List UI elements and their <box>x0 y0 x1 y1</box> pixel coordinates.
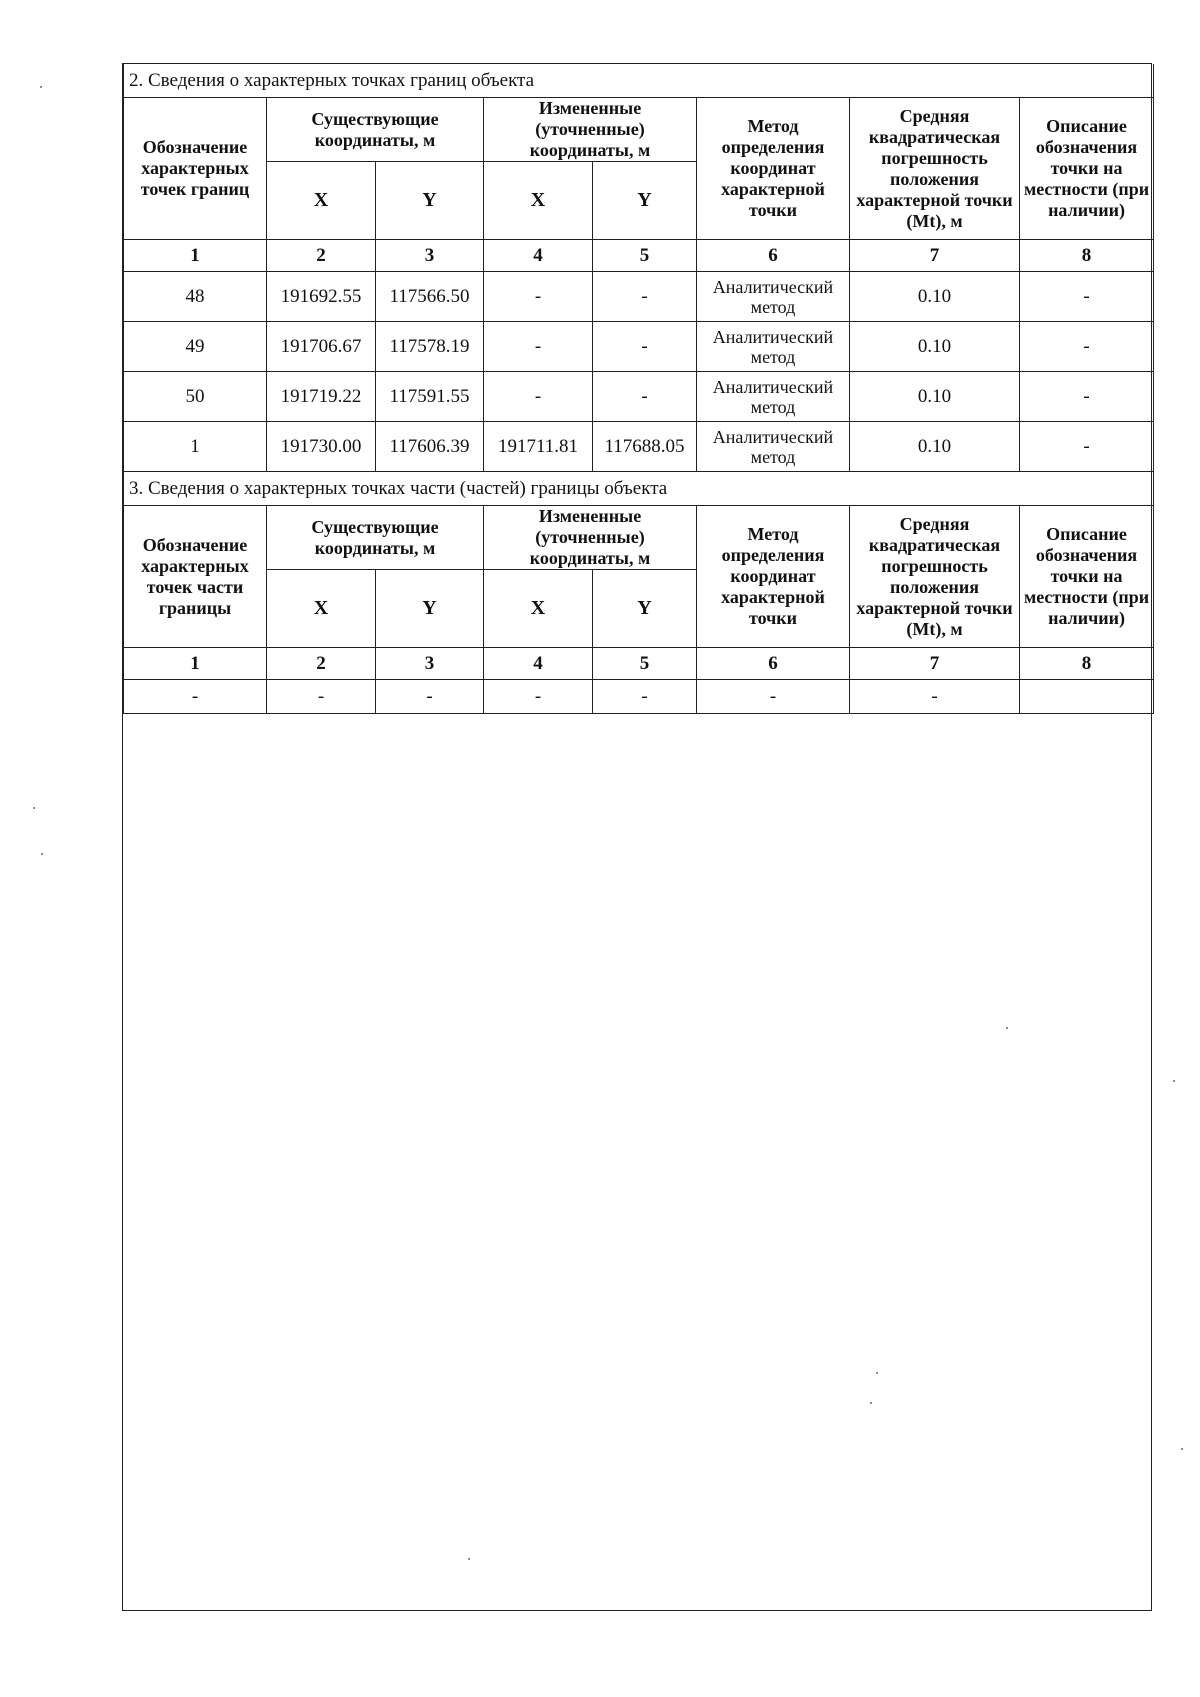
cell-method: Аналитический метод <box>697 272 850 322</box>
header-new-x: X <box>484 570 593 648</box>
table-row <box>124 272 1154 322</box>
header-point: Обозначение характерных точек части границы <box>124 506 267 648</box>
scan-speck <box>41 853 43 855</box>
empty-cell: - <box>376 680 484 714</box>
scan-speck <box>876 1372 878 1374</box>
header-method: Метод определения координат характерной точки <box>697 506 850 648</box>
cell-new-y: - <box>593 372 697 422</box>
column-number: 8 <box>1020 648 1154 680</box>
cell-new-y: - <box>593 322 697 372</box>
cell-new-x: - <box>484 322 593 372</box>
header-x: X <box>267 162 376 240</box>
header-changed-coords: Измененные (уточненные) координаты, м <box>484 98 697 162</box>
header-existing-coords: Существующие координаты, м <box>267 98 484 162</box>
header-method: Метод определения координат характерной точки <box>697 98 850 240</box>
header-existing-coords: Существующие координаты, м <box>267 506 484 570</box>
column-number: 4 <box>484 648 593 680</box>
cell-description: - <box>1020 322 1154 372</box>
cell-point: 1 <box>124 422 267 472</box>
cell-method: Аналитический метод <box>697 422 850 472</box>
column-number: 6 <box>697 648 850 680</box>
table-row <box>124 680 1154 714</box>
cell-point: 49 <box>124 322 267 372</box>
column-number: 5 <box>593 648 697 680</box>
document-frame <box>122 63 1152 1611</box>
column-number: 3 <box>376 648 484 680</box>
empty-cell: - <box>267 680 376 714</box>
cell-error: 0.10 <box>850 422 1020 472</box>
header-error: Средняя квадратическая погрешность положения характерной точки (Mt), м <box>850 98 1020 240</box>
section-3-title: 3. Сведения о характерных точках части (частей) границы объекта <box>124 472 1154 506</box>
cell-y: 117566.50 <box>376 272 484 322</box>
cell-method: Аналитический метод <box>697 322 850 372</box>
cell-new-y: - <box>593 272 697 322</box>
header-x: X <box>267 570 376 648</box>
header-point: Обозначение характерных точек границ <box>124 98 267 240</box>
header-y: Y <box>376 570 484 648</box>
cell-new-x: - <box>484 272 593 322</box>
cell-error: 0.10 <box>850 272 1020 322</box>
cell-error: 0.10 <box>850 322 1020 372</box>
cell-x: 191706.67 <box>267 322 376 372</box>
header-new-x: X <box>484 162 593 240</box>
table-row <box>124 322 1154 372</box>
empty-cell: - <box>593 680 697 714</box>
column-number: 4 <box>484 240 593 272</box>
scan-speck <box>1181 1448 1183 1450</box>
column-number: 2 <box>267 648 376 680</box>
table-row <box>124 372 1154 422</box>
cell-description: - <box>1020 272 1154 322</box>
cell-new-x: - <box>484 372 593 422</box>
empty-cell: - <box>850 680 1020 714</box>
scan-speck <box>40 86 42 88</box>
cell-point: 48 <box>124 272 267 322</box>
column-number: 3 <box>376 240 484 272</box>
empty-cell: - <box>124 680 267 714</box>
cell-description: - <box>1020 422 1154 472</box>
table-row <box>124 422 1154 472</box>
column-number: 1 <box>124 648 267 680</box>
section-2-table <box>123 64 1154 472</box>
cell-error: 0.10 <box>850 372 1020 422</box>
empty-cell: - <box>697 680 850 714</box>
cell-y: 117606.39 <box>376 422 484 472</box>
column-number: 5 <box>593 240 697 272</box>
cell-new-y: 117688.05 <box>593 422 697 472</box>
cell-description: - <box>1020 372 1154 422</box>
scan-speck <box>870 1402 872 1404</box>
section-2-title: 2. Сведения о характерных точках границ объекта <box>124 64 1154 98</box>
column-number: 8 <box>1020 240 1154 272</box>
cell-method: Аналитический метод <box>697 372 850 422</box>
cell-y: 117591.55 <box>376 372 484 422</box>
cell-point: 50 <box>124 372 267 422</box>
scan-speck <box>1006 1027 1008 1029</box>
header-changed-coords: Измененные (уточненные) координаты, м <box>484 506 697 570</box>
header-new-y: Y <box>593 570 697 648</box>
cell-x: 191719.22 <box>267 372 376 422</box>
scan-speck <box>33 807 35 809</box>
header-description: Описание обозначения точки на местности (при наличии) <box>1020 98 1154 240</box>
column-numbers-row <box>124 648 1154 680</box>
column-number: 2 <box>267 240 376 272</box>
empty-cell: - <box>484 680 593 714</box>
scan-speck <box>1173 1080 1175 1082</box>
header-y: Y <box>376 162 484 240</box>
section-3-table <box>123 472 1154 714</box>
column-number: 6 <box>697 240 850 272</box>
header-new-y: Y <box>593 162 697 240</box>
cell-x: 191730.00 <box>267 422 376 472</box>
header-error: Средняя квадратическая погрешность положения характерной точки (Mt), м <box>850 506 1020 648</box>
column-numbers-row <box>124 240 1154 272</box>
cell-x: 191692.55 <box>267 272 376 322</box>
cell-new-x: 191711.81 <box>484 422 593 472</box>
cell-y: 117578.19 <box>376 322 484 372</box>
header-description: Описание обозначения точки на местности (при наличии) <box>1020 506 1154 648</box>
empty-cell <box>1020 680 1154 714</box>
column-number: 1 <box>124 240 267 272</box>
column-number: 7 <box>850 240 1020 272</box>
column-number: 7 <box>850 648 1020 680</box>
scan-speck <box>468 1558 470 1560</box>
